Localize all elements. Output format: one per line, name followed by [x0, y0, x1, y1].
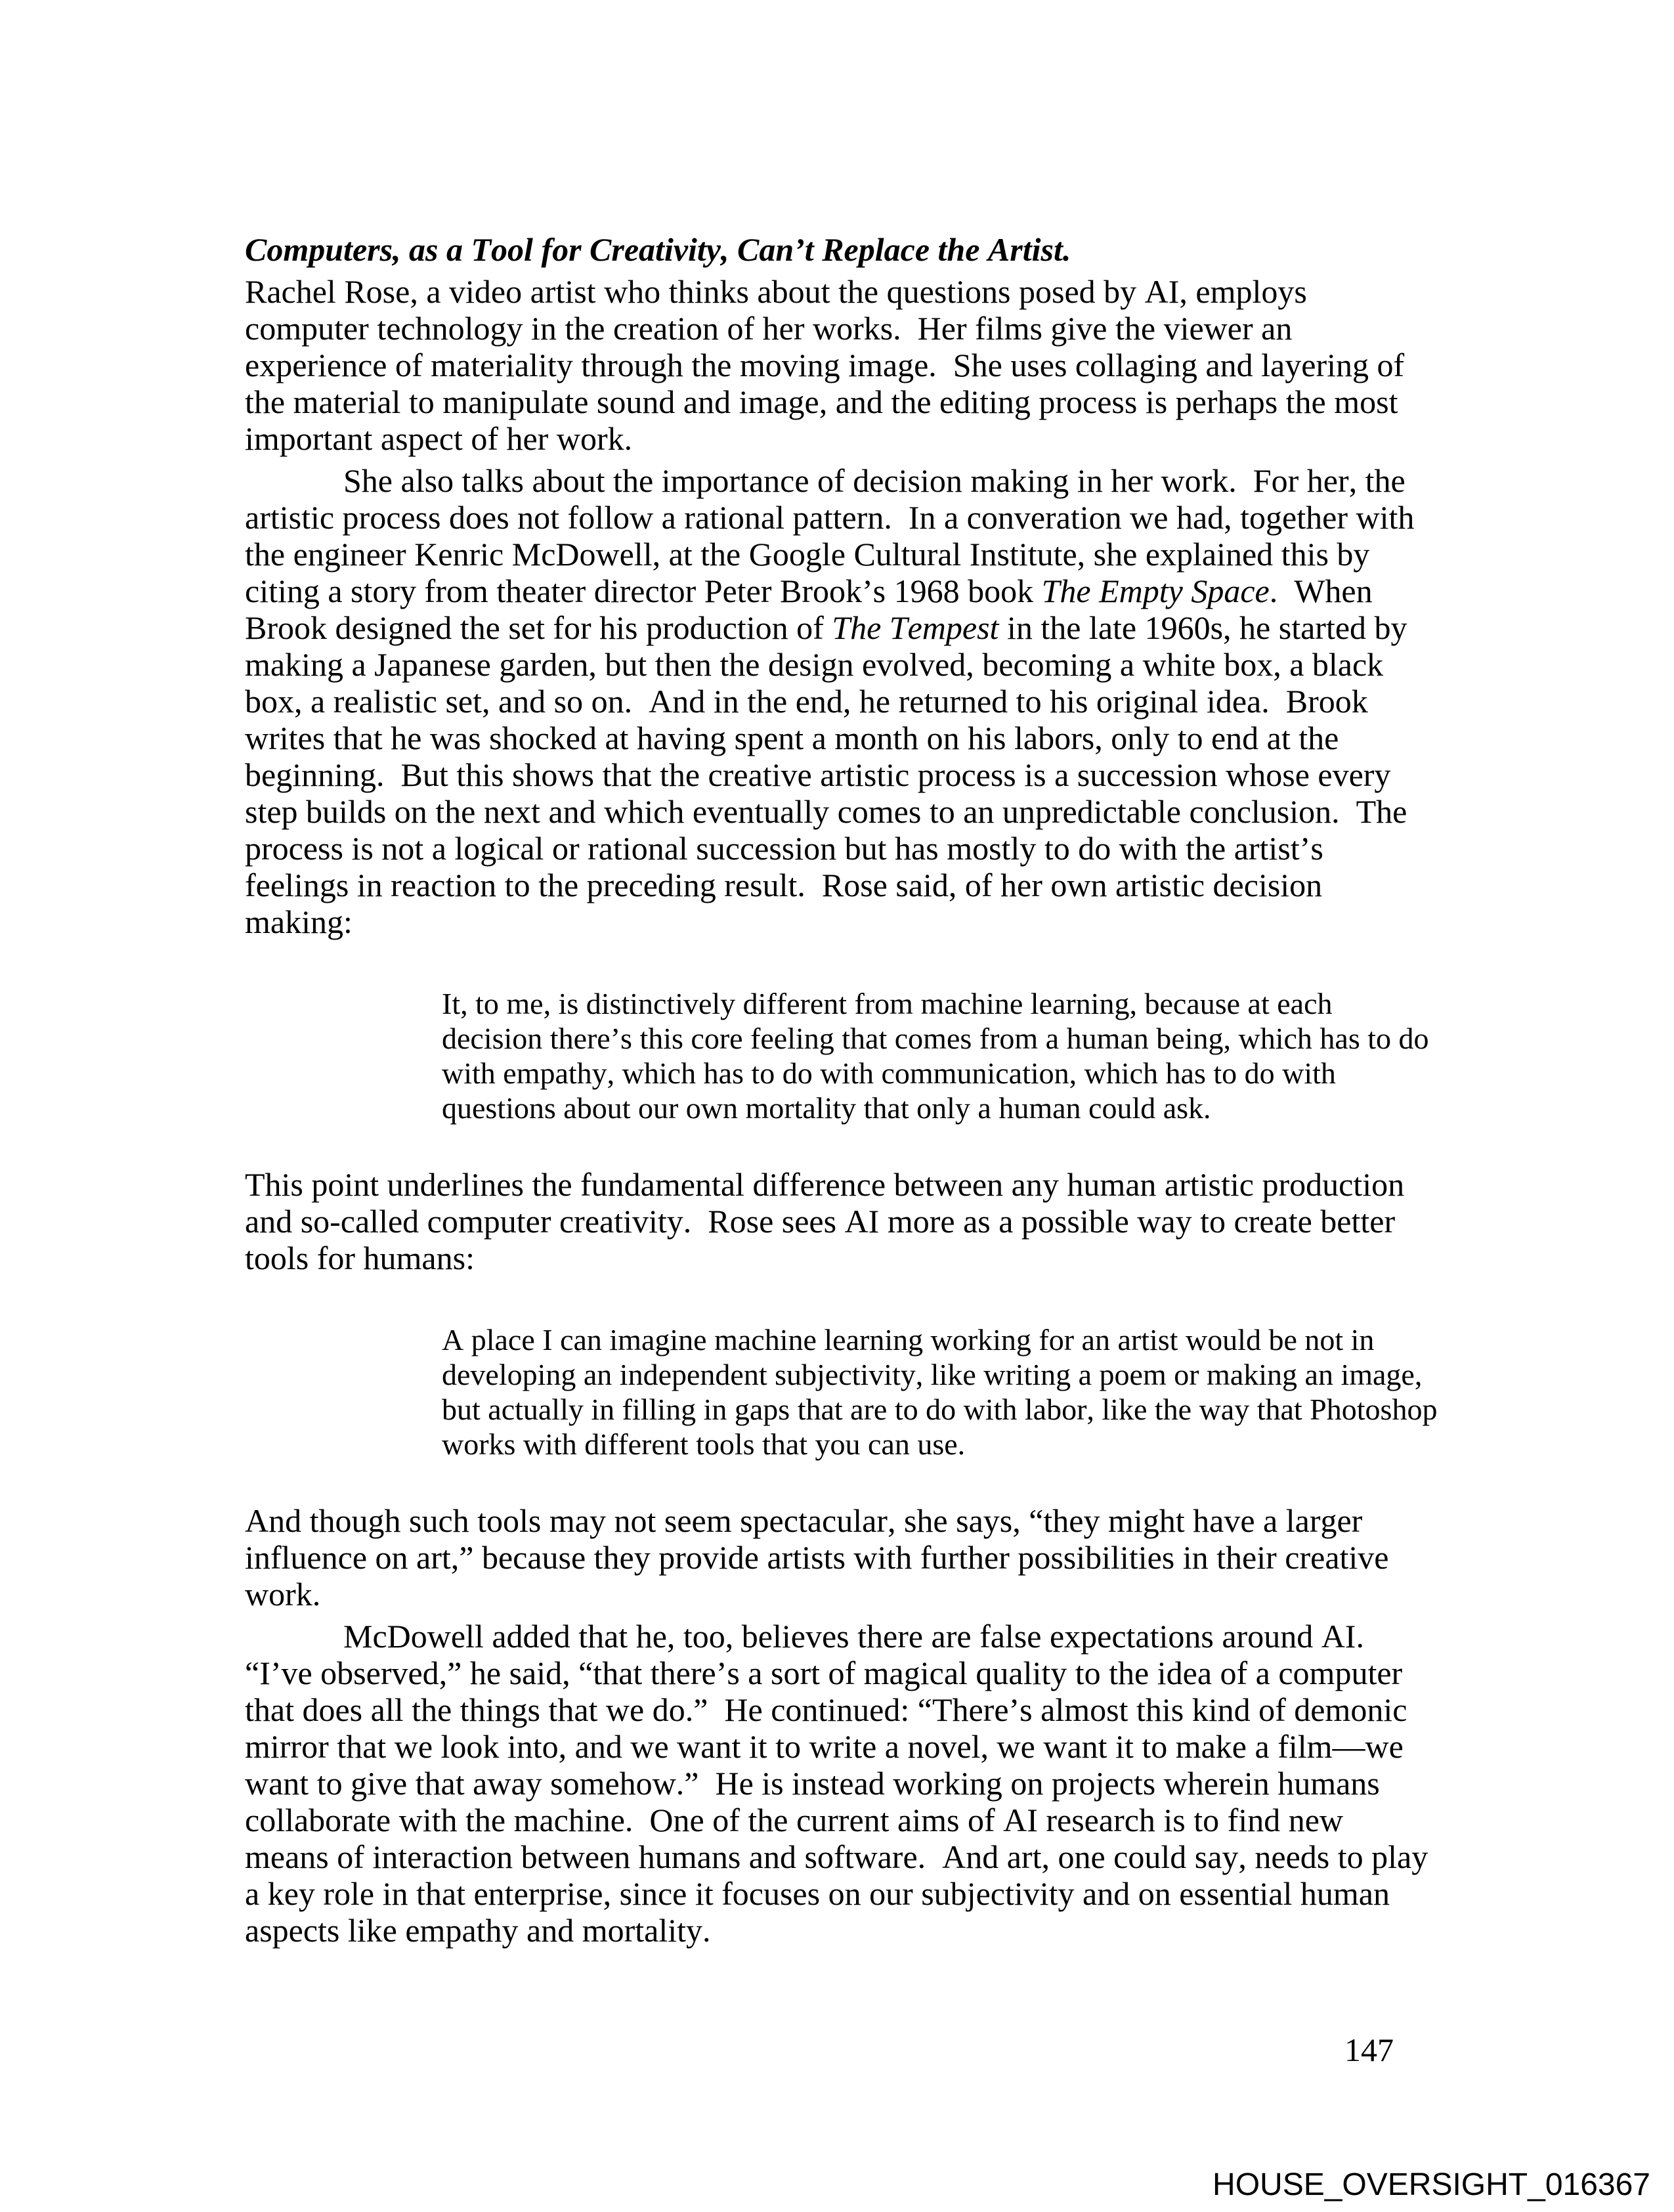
paragraph-2-text-run: in the late 1960s, he started by making a Japanese garden, but then the design evolved, becoming a white box, a black box, a realistic set, and so on. And in the end, he returned to his original idea. Brook writes that he was shocked at having spent a month on his labors, only to end at the beginning. But this shows that the creative artistic process is a succession whose every step builds on the next and which eventually comes to an unpredictable conclusion. The process is not a logical or rational succession but has mostly to do with the artist’s feelings in reaction to the preceding result. Rose said, of her own artistic decision making:	[245, 609, 1416, 940]
block-quote-rose-machine-learning: It, to me, is distinctively different from machine learning, because at each decision there’s this core feeling that comes from a human being, which has to do with empathy, which has to do with communication, which has to do with questions about our own mortality that only a human could ask.	[442, 987, 1437, 1125]
paragraph-tools-influence: And though such tools may not seem spectacular, she says, “they might have a larger influence on art,” because they provide artists with further possibilities in their creative work.	[245, 1502, 1397, 1613]
paragraph-2-text-run: She also talks about the importance of decision making in her work. For her, the artistic process does not follow a rational pattern. In a converation we had, together with the engineer Kenric McDowell, at the Google Cultural Institute, she explained this by citing a story from theater director Peter Brook’s 1968 book	[245, 462, 1423, 609]
bates-number: HOUSE_OVERSIGHT_016367	[1213, 2167, 1650, 2202]
paragraph-rachel-rose-intro: Rachel Rose, a video artist who thinks about the questions posed by AI, employs computer technology in the creation of her works. Her films give the viewer an experience of materiality through the moving image. She uses collaging and layering of the material to manipulate sound and image, and the editing process is perhaps the most important aspect of her work.	[245, 273, 1413, 457]
page-number: 147	[1344, 2031, 1394, 2068]
section-heading: Computers, as a Tool for Creativity, Can’t Replace the Artist.	[245, 231, 1071, 268]
paragraph-decision-making	[245, 462, 1433, 940]
book-title-the-empty-space: The Empty Space	[1041, 573, 1270, 609]
paragraph-fundamental-difference: This point underlines the fundamental difference between any human artistic production and so-called computer creativity. Rose sees AI more as a possible way to create better tools for humans:	[245, 1166, 1413, 1276]
paragraph-2-text-run: . When Brook designed the set for his production of	[245, 573, 1381, 646]
block-quote-rose-photoshop: A place I can imagine machine learning working for an artist would be not in developing an independent subjectivity, like writing a poem or making an image, but actually in filling in gaps that are to do with labor, like the way that Photoshop works with different tools that you can use.	[442, 1323, 1445, 1461]
paragraph-mcdowell-expectations: McDowell added that he, too, believes there are false expectations around AI. “I’ve observed,” he said, “that there’s a sort of magical quality to the idea of a computer that does all the things that we do.” He continued: “There’s almost this kind of demonic mirror that we look into, and we want it to write a novel, we want it to make a film—we want to give that away somehow.” He is instead working on projects wherein humans collaborate with the machine. One of the current aims of AI research is to find new means of interaction between humans and software. And art, one could say, needs to play a key role in that enterprise, since it focuses on our subjectivity and on essential human aspects like empathy and mortality.	[245, 1618, 1436, 1949]
document-body	[245, 231, 1445, 1954]
play-title-the-tempest: The Tempest	[832, 609, 999, 646]
